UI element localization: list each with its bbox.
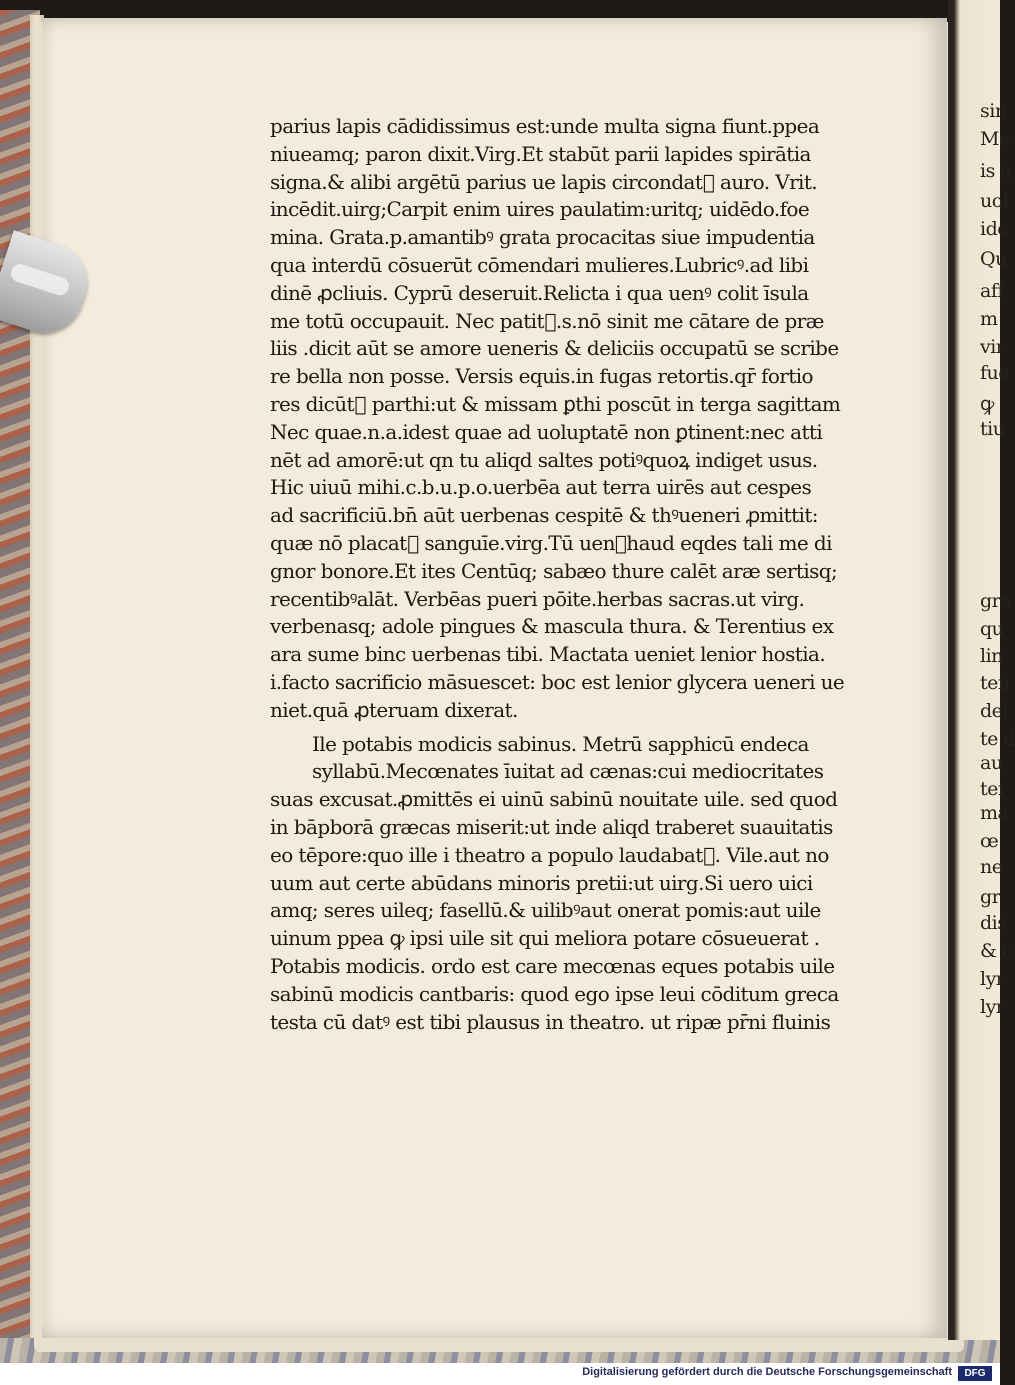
text-line: re bella non posse. Versis equis.in fugas retortis.qr̄ fortio [270, 364, 813, 389]
footer-bar [0, 1363, 1000, 1385]
text-line: quæ nō placat᷑ sanguīe.virg.Tū uenꝰhaud eqdes tali me di [270, 531, 832, 555]
text-line: niet.quā ꝓteruam dixerat. [270, 697, 518, 722]
text-line: Ile potabis modicis sabinus. Metrū sapphicū endeca [312, 731, 809, 756]
facing-page-fragment: is a [980, 160, 1012, 182]
facing-page-fragment: tiu [980, 418, 1005, 440]
facing-page-fragment: gra [980, 590, 1012, 612]
facing-page-fragment: au [980, 752, 1003, 774]
text-line: verbenasq; adole pingues & mascula thura. & Terentius ex [270, 614, 834, 639]
text-line: incēdit.uirg;Carpit enim uires paulatim:uritq; uidēdo.foe [270, 197, 810, 222]
facing-page-fragment: sin [980, 100, 1007, 122]
facing-page-fragment: lin [980, 645, 1003, 667]
facing-page-fragment: lyr [980, 968, 1005, 990]
facing-page-fragment: uol [980, 190, 1009, 212]
text-line: recentibꝰalāt. Verbēas pueri pōite.herbas sacras.ut virg. [270, 586, 805, 611]
facing-page-fragment: ma [980, 802, 1009, 824]
dfg-logo: DFG [958, 1366, 992, 1381]
text-line: signa.& alibi argētū parius ue lapis circondat᷑ auro. Vrit. [270, 169, 818, 194]
facing-page-fragment: del [980, 700, 1008, 722]
text-line: nēt ad amorē:ut qn tu aliqd saltes potiꝰquoꝝ indiget usus. [270, 447, 818, 472]
text-line: sabinū modicis cantbaris: quod ego ipse leui cōditum greca [270, 981, 839, 1006]
facing-page-fragment: Me [980, 128, 1010, 150]
text-line: dinē ꝓcliuis. Cyprū deseruit.Relicta i qua uenꝰ colit īsula [270, 280, 809, 305]
text-line: qua interdū cōsuerūt cōmendari mulieres.Lubricꝰ.ad libi [270, 253, 809, 277]
text-line: uinum ppea ꝙ ipsi uile sit qui meliora potare cōsueuerat . [270, 926, 820, 951]
facing-page-fragment: te d [980, 728, 1015, 750]
facing-page-fragment: ter [980, 778, 1007, 800]
text-line: i.facto sacrificio māsuescet: boc est lenior glycera ueneri ue [270, 670, 845, 694]
digitization-credit: Digitalisierung gefördert durch die Deutsche Forschungsgemeinschaft [582, 1366, 952, 1378]
bookmark-clip-highlight [9, 262, 72, 298]
facing-page-fragment: vir [980, 336, 1005, 358]
text-line: parius lapis cādidissimus est:unde multa signa fiunt.ppea [270, 114, 820, 138]
facing-page-fragment: dis [980, 912, 1007, 934]
facing-page-fragment: Qu [980, 248, 1007, 270]
text-line: amq; seres uileq; fasellū.& uilibꝰaut onerat pomis:aut uile [270, 898, 821, 923]
text-line: ara sume binc uerbenas tibi. Mactata ueniet lenior hostia. [270, 642, 826, 667]
text-line: mina. Grata.p.amantibꝰ grata procacitas siue impudentia [270, 225, 815, 250]
facing-page-fragment: ne [980, 856, 1003, 878]
text-line: eo tēpore:quo ille i theatro a populo laudabat᷑. Vile.aut no [270, 842, 829, 867]
facing-page-fragment: qu [980, 618, 1004, 640]
facing-page-fragment: m [980, 308, 998, 330]
text-line: testa cū datꝰ est tibi plausus in theatro. ut ripæ pr̄ni fluinis [270, 1009, 831, 1034]
facing-page-fragment: gr [980, 886, 1001, 908]
text-line: me totū occupauit. Nec patit᷑.s.nō sinit me cātare de præ [270, 308, 824, 333]
facing-page [948, 0, 1015, 1340]
text-line: ad sacrificiū.bn̄ aūt uerbenas cespitē & thꝰueneri ꝓmittit: [270, 503, 818, 528]
facing-page-fragment: aff [980, 280, 1004, 302]
facing-page-fragment: & c [980, 940, 1013, 962]
facing-page-fragment: fue [980, 362, 1010, 384]
text-line: res dicūt᷑ parthi:ut & missam ꝑthi poscūt in terga sagittam [270, 392, 841, 416]
text-line: liis .dicit aūt se amore ueneris & deliciis occupatū se scribe [270, 336, 839, 361]
text-line: Potabis modicis. ordo est care mecœnas eques potabis uile [270, 954, 835, 978]
text-line: gnor bonore.Et ites Centūq; sabæo thure calēt aræ sertisq; [270, 558, 838, 583]
text-line: Nec quae.n.a.idest quae ad uoluptatē non ꝑtinent:nec atti [270, 419, 823, 444]
facing-page-fragment: œ [980, 830, 999, 852]
facing-page-fragment: ten [980, 672, 1010, 694]
facing-page-fragment: ꝙ [980, 393, 994, 415]
facing-page-fragment: ide [980, 218, 1008, 240]
text-line: suas excusat.ꝓmittēs ei uinū sabinū nouitate uile. sed quod [270, 787, 838, 812]
text-line: syllabū.Mecœnates īuitat ad cænas:cui mediocritates [312, 759, 824, 784]
text-line: uum aut certe abūdans minoris pretii:ut uirg.Si uero uici [270, 870, 813, 895]
text-line: niueamq; paron dixit.Virg.Et stabūt parii lapides spirātia [270, 141, 811, 166]
text-line: in bāpborā græcas miserit:ut inde aliqd traberet suauitatis [270, 815, 833, 839]
text-line: Hic uiuū mihi.c.b.u.p.o.uerbēa aut terra uirēs aut cespes [270, 475, 812, 500]
facing-page-fragment: lyr [980, 996, 1005, 1018]
